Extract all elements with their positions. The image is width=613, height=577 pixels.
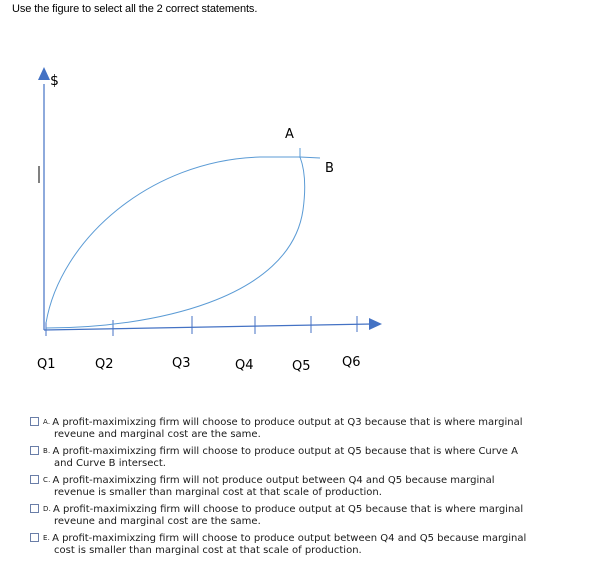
- option-d-text-line2: reveune and marginal cost are the same.: [54, 516, 261, 527]
- y-axis-arrow: [38, 67, 50, 80]
- option-b-letter: B.: [43, 447, 51, 455]
- x-label-q3: Q3: [172, 356, 191, 371]
- option-c-checkbox[interactable]: [30, 475, 39, 484]
- option-a-letter: A.: [43, 418, 51, 426]
- option-e-text-line1: A profit-maximixzing firm will choose to produce output between Q4 and Q5 because marginal: [52, 533, 527, 544]
- curve-label-b: B: [325, 161, 334, 176]
- option-a-text-line2: reveune and marginal cost are the same.: [54, 429, 261, 440]
- option-c-letter: C.: [43, 476, 51, 484]
- option-b-checkbox[interactable]: [30, 446, 39, 455]
- option-e-checkbox[interactable]: [30, 533, 39, 542]
- option-e-text-line2: cost is smaller than marginal cost at that scale of production.: [54, 545, 362, 556]
- x-label-q2: Q2: [95, 357, 114, 372]
- option-b-text-line2: and Curve B intersect.: [54, 458, 166, 469]
- option-d-text-line1: A profit-maximixzing firm will choose to produce output at Q5 because that is where marginal: [53, 504, 524, 515]
- option-b-text-line1: A profit-maximixzing firm will choose to produce output at Q5 because that is where Curve A: [52, 446, 518, 457]
- x-axis-line: [44, 324, 372, 330]
- option-c-text-line1: A profit-maximixzing firm will not produce output between Q4 and Q5 because marginal: [52, 475, 495, 486]
- option-a-text-line1: A profit-maximixzing firm will choose to produce output at Q3 because that is where marginal: [52, 417, 523, 428]
- option-c[interactable]: [30, 474, 605, 499]
- option-b[interactable]: [30, 445, 605, 470]
- x-label-q1: Q1: [37, 357, 56, 372]
- option-a[interactable]: [30, 416, 605, 441]
- curve-b-leader: [300, 157, 320, 158]
- option-d-checkbox[interactable]: [30, 504, 39, 513]
- x-label-q6: Q6: [342, 355, 361, 370]
- answer-options: [30, 416, 605, 561]
- y-axis-label: $: [50, 73, 59, 89]
- option-e-letter: E.: [43, 534, 51, 542]
- curve-label-a: A: [285, 127, 294, 142]
- x-label-q4: Q4: [235, 358, 254, 373]
- option-d-letter: D.: [43, 505, 52, 513]
- x-label-q5: Q5: [292, 359, 311, 374]
- option-a-checkbox[interactable]: [30, 417, 39, 426]
- option-d[interactable]: [30, 503, 605, 528]
- x-axis-arrow: [369, 318, 382, 330]
- option-e[interactable]: [30, 532, 605, 557]
- question-instruction: Use the figure to select all the 2 correct statements.: [12, 3, 258, 15]
- option-c-text-line2: revenue is smaller than marginal cost at that scale of production.: [54, 487, 382, 498]
- curve-a: [46, 157, 300, 323]
